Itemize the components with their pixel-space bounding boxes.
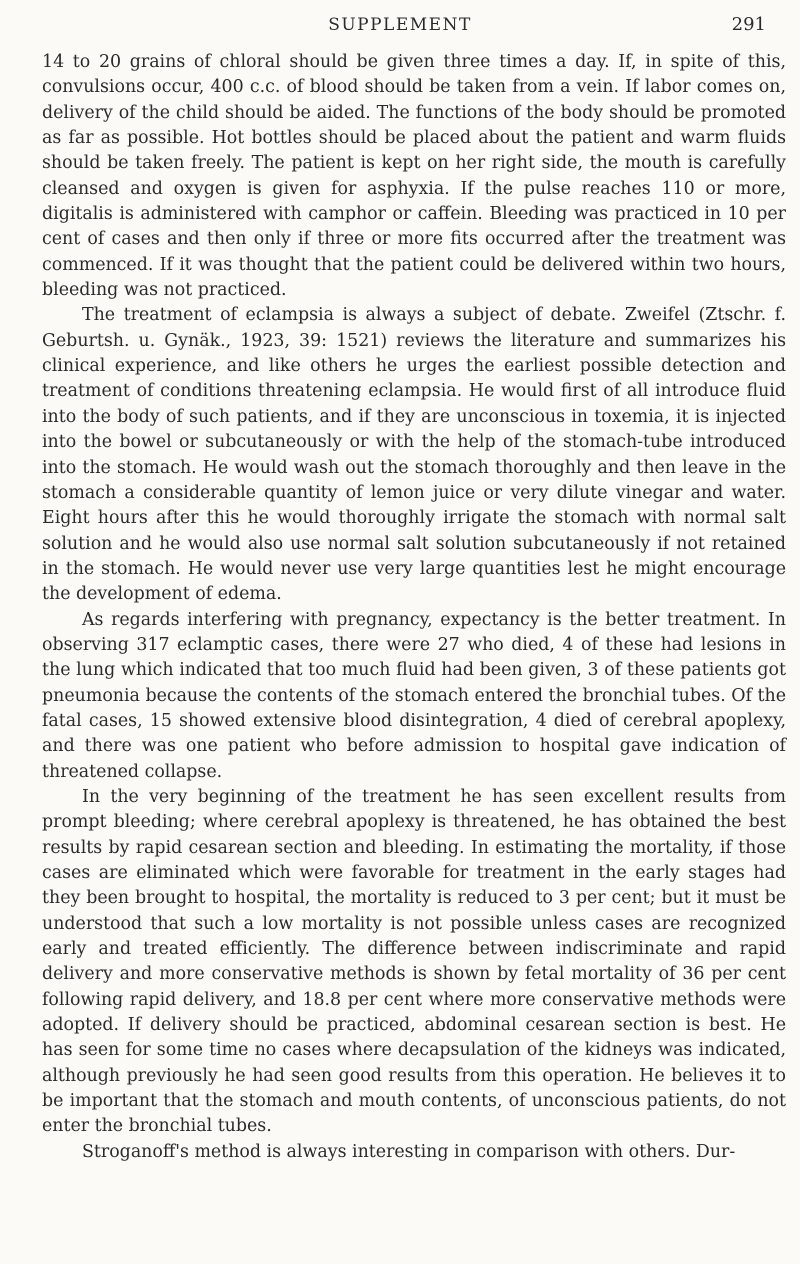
paragraph: 14 to 20 grains of chloral should be given three times a day. If, in spite of this, convulsions occur, 400 c.c. of blood should be taken from a vein. If labor comes on, delivery of the child should be aided. The functions of the body should be promoted as far as possible. Hot bottles should be placed about the patient and warm fluids should be taken freely. The patient is kept on her right side, the mouth is carefully cleansed and oxygen is given for asphyxia. If the pulse reaches 110 or more, digitalis is administered with camphor or caffein. Bleeding was practiced in 10 per cent of cases and then only if three or more fits occurred after the treatment was commenced. If it was thought that the patient could be delivered within two hours, bleeding was not practiced. — [42, 52, 786, 301]
running-title: SUPPLEMENT — [328, 15, 472, 35]
body-text — [42, 50, 786, 1165]
paragraph: The treatment of eclampsia is always a subject of debate. Zweifel (Ztschr. f. Geburtsh. u. Gynäk., 1923, 39: 1521) reviews the literature and summarizes his clinical experience, and like others he urges the earliest possible detection and treatment of conditions threatening eclampsia. He would first of all introduce fluid into the body of such patients, and if they are unconscious in toxemia, it is injected into the bowel or subcutaneously or with the help of the stomach-tube introduced into the stomach. He would wash out the stomach thoroughly and then leave in the stomach a considerable quantity of lemon juice or very dilute vinegar and water. Eight hours after this he would thoroughly irrigate the stomach with normal salt solution and he would also use normal salt solution subcutaneously if not retained in the stomach. He would never use very large quantities lest he might encourage the development of edema. — [42, 305, 786, 605]
paragraph: As regards interfering with pregnancy, expectancy is the better treatment. In observing 317 eclamptic cases, there were 27 who died, 4 of these had lesions in the lung which indicated that too much fluid had been given, 3 of these patients got pneumonia because the contents of the stomach entered the bronchial tubes. Of the fatal cases, 15 showed extensive blood disintegration, 4 died of cerebral apoplexy, and there was one patient who before admission to hospital gave indication of threatened collapse. — [42, 609, 786, 782]
running-head — [0, 10, 800, 40]
paragraph: In the very beginning of the treatment he has seen excellent results from prompt bleeding; where cerebral apoplexy is threatened, he has obtained the best results by rapid cesarean section and bleeding. In estimating the mortality, if those cases are eliminated which were favorable for treatment in the early stages had they been brought to hospital, the mortality is reduced to 3 per cent; but it must be understood that such a low mortality is not possible unless cases are recognized early and treated efficiently. The difference between indiscriminate and rapid delivery and more conservative methods is shown by fetal mortality of 36 per cent following rapid delivery, and 18.8 per cent where more conservative methods were adopted. If delivery should be practiced, abdominal cesarean section is best. He has seen for some time no cases where decapsulation of the kidneys was indicated, although previously he had seen good results from this operation. He believes it to be important that the stomach and mouth contents, of unconscious patients, do not enter the bronchial tubes. — [42, 786, 786, 1137]
paragraph: Stroganoff's method is always interesting in comparison with others. Dur- — [82, 1141, 736, 1162]
page-number: 291 — [731, 14, 766, 35]
